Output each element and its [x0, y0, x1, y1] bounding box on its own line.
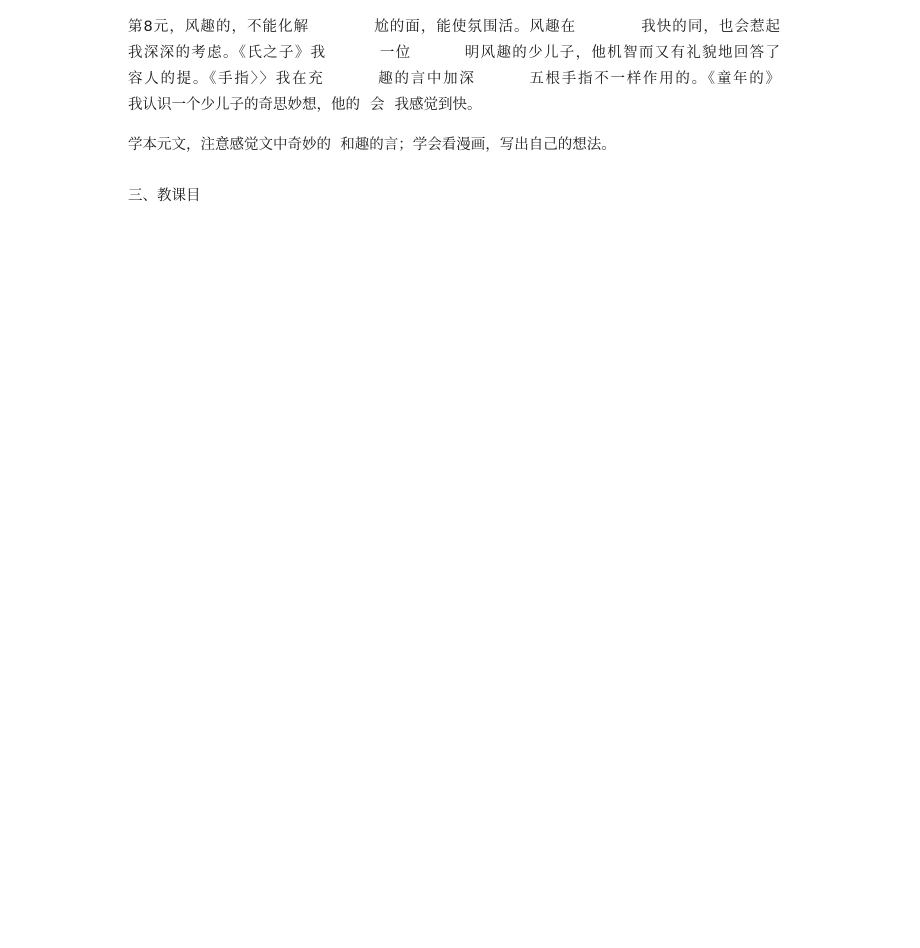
paragraph-line — [128, 66, 780, 92]
section-heading: 三、教课目 — [128, 188, 201, 204]
text-run: 我认识一个少儿子的奇思妙想，他的 — [128, 97, 360, 113]
paragraph-line: 学本元文，注意感觉文中奇妙的 和趣的言；学会看漫画，写出自己的想法。 — [128, 137, 616, 153]
text-run: 会 — [370, 97, 385, 113]
intro-paragraph — [128, 14, 780, 118]
text-run: 尬的面，能使氛围活。风趣在 — [373, 19, 577, 35]
paragraph-line — [128, 14, 780, 40]
text-run: 明风趣的少儿子，他机智而又有礼貌地回答了 — [463, 45, 781, 61]
text-run: 第8元，风趣的，不能化解 — [128, 19, 310, 35]
text-run: 我感觉到快。 — [394, 97, 482, 113]
text-run: 五根手指不一样作用的。《童年的》 — [527, 71, 781, 87]
text-run: 我深深的考虑。《氏之子》我 — [128, 45, 327, 61]
objectives-paragraph — [128, 132, 780, 158]
text-run: 容人的提。《手指〉〉我在充 — [128, 71, 325, 87]
paragraph-line — [128, 40, 780, 66]
text-run: 趣的言中加深 — [376, 71, 476, 87]
paragraph-line — [128, 92, 780, 118]
text-run: 一位 — [378, 45, 412, 61]
text-run: 我快的同，也会惹起 — [640, 19, 781, 35]
